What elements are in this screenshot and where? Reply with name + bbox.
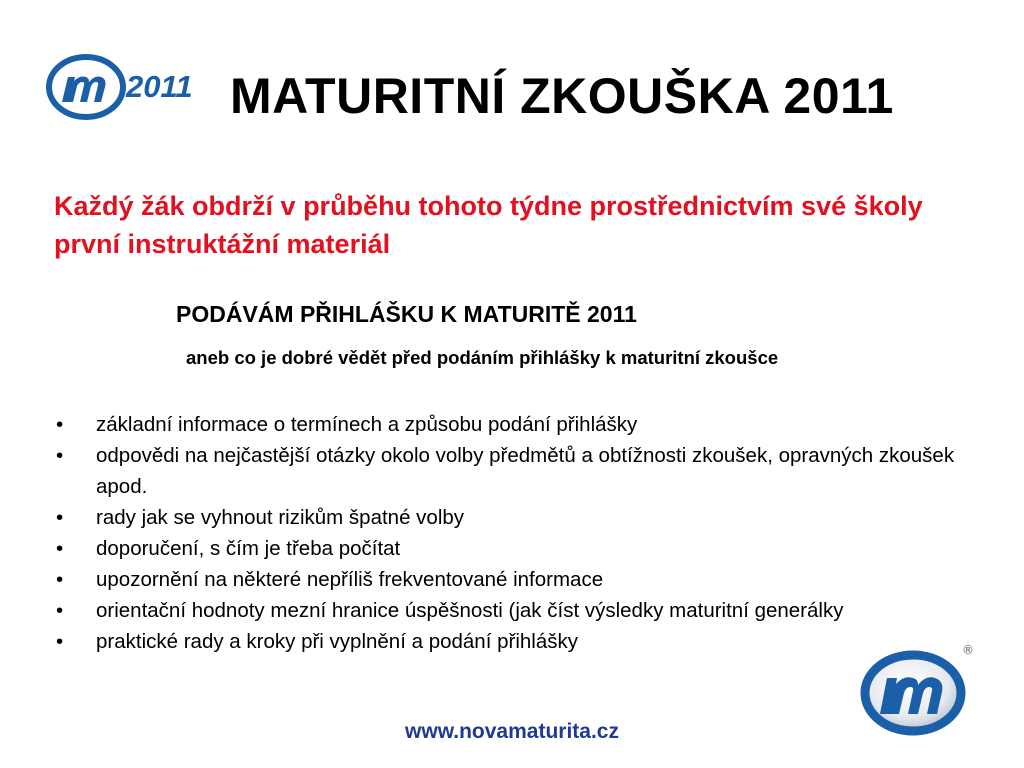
section-heading: PODÁVÁM PŘIHLÁŠKU K MATURITĚ 2011 xyxy=(176,301,637,327)
section-subheading: aneb co je dobré vědět před podáním přihlášky k maturitní zkoušce xyxy=(186,347,779,368)
list-item-text: rady jak se vyhnout rizikům špatné volby xyxy=(96,506,465,529)
list-item-text: odpovědi na nejčastější otázky okolo volby předmětů a obtížnosti zkoušek, opravných zkoušek apod. xyxy=(96,444,955,498)
topics-list xyxy=(54,409,974,657)
list-item-text: praktické rady a kroky při vyplnění a podání přihlášky xyxy=(96,630,578,653)
bullet-icon: • xyxy=(56,506,64,529)
bullet-icon: • xyxy=(56,444,64,467)
list-item-text: doporučení, s čím je třeba počítat xyxy=(96,537,401,560)
page-title: MATURITNÍ ZKOUŠKA 2011 xyxy=(230,68,894,124)
list-item-text: základní informace o termínech a způsobu podání přihlášky xyxy=(96,413,638,436)
registered-mark: ® xyxy=(962,643,974,657)
bullet-icon: • xyxy=(56,568,64,591)
list-item-text: upozornění na některé nepříliš frekventované informace xyxy=(96,568,604,591)
list-item-text: orientační hodnoty mezní hranice úspěšnosti (jak číst výsledky maturitní generálky xyxy=(96,599,844,622)
bullet-icon: • xyxy=(56,537,64,560)
website-link[interactable]: www.novamaturita.cz xyxy=(405,720,619,743)
logo-year-text: 2011 xyxy=(126,69,193,104)
bullet-icon: • xyxy=(56,630,64,653)
list-item xyxy=(54,533,974,564)
bullet-icon: • xyxy=(56,413,64,436)
list-item xyxy=(54,409,974,440)
list-item xyxy=(54,564,974,595)
list-item xyxy=(54,595,974,626)
list-item xyxy=(54,626,974,657)
m2011-logo-icon xyxy=(44,52,214,122)
bullet-icon: • xyxy=(56,599,64,622)
list-item xyxy=(54,502,974,533)
announcement-text: Každý žák obdrží v průběhu tohoto týdne prostřednictvím své školy první instruktážní materiál xyxy=(54,191,923,259)
list-item xyxy=(54,440,974,502)
